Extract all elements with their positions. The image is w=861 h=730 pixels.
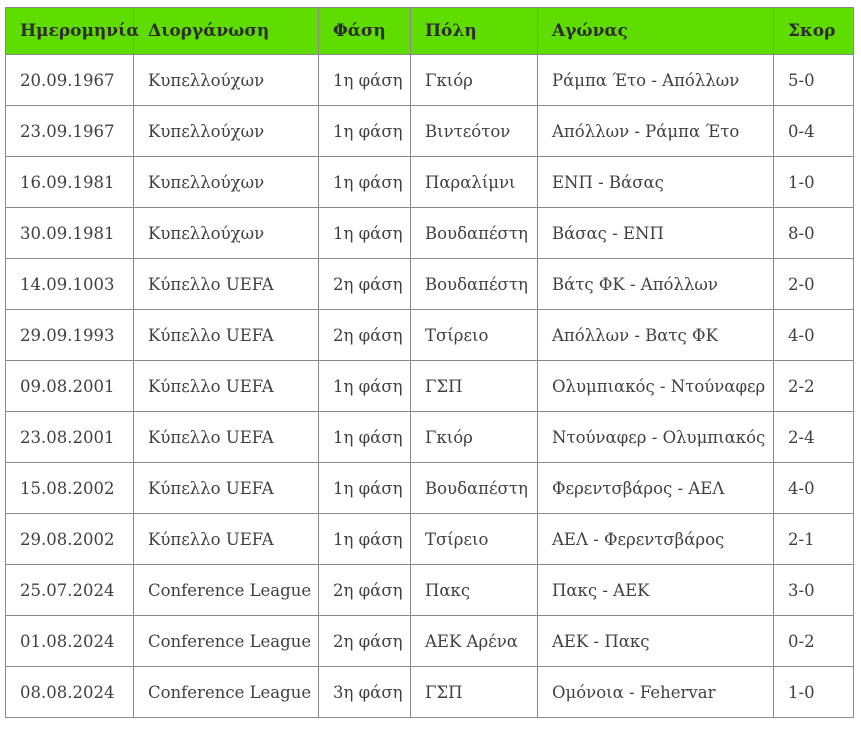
cell-city: Βιντεότον — [411, 106, 538, 157]
cell-phase: 1η φάση — [319, 412, 411, 463]
cell-date: 14.09.1003 — [6, 259, 134, 310]
cell-score: 2-4 — [774, 412, 854, 463]
column-header-match: Αγώνας — [538, 8, 774, 55]
cell-city: Γκιόρ — [411, 55, 538, 106]
cell-competition: Conference League — [134, 565, 319, 616]
column-header-phase: Φάση — [319, 8, 411, 55]
column-header-date: Ημερομηνία — [6, 8, 134, 55]
cell-match: Απόλλων - Ράμπα Έτο — [538, 106, 774, 157]
table-row — [6, 157, 854, 208]
table-header-row — [6, 8, 854, 55]
cell-date: 08.08.2024 — [6, 667, 134, 718]
table-row — [6, 55, 854, 106]
cell-match: ΑΕΚ - Πακς — [538, 616, 774, 667]
cell-phase: 1η φάση — [319, 55, 411, 106]
cell-phase: 2η φάση — [319, 259, 411, 310]
cell-match: Απόλλων - Βατς ΦΚ — [538, 310, 774, 361]
cell-score: 8-0 — [774, 208, 854, 259]
cell-phase: 2η φάση — [319, 565, 411, 616]
cell-phase: 1η φάση — [319, 514, 411, 565]
cell-score: 0-4 — [774, 106, 854, 157]
cell-competition: Κύπελλο UEFA — [134, 310, 319, 361]
cell-date: 01.08.2024 — [6, 616, 134, 667]
cell-date: 30.09.1981 — [6, 208, 134, 259]
cell-match: Ντούναφερ - Ολυμπιακός — [538, 412, 774, 463]
cell-match: Ομόνοια - Fehervar — [538, 667, 774, 718]
cell-score: 1-0 — [774, 667, 854, 718]
cell-match: Βάσας - ΕΝΠ — [538, 208, 774, 259]
table-row — [6, 565, 854, 616]
cell-competition: Κύπελλο UEFA — [134, 412, 319, 463]
cell-score: 2-2 — [774, 361, 854, 412]
cell-date: 09.08.2001 — [6, 361, 134, 412]
column-header-city: Πόλη — [411, 8, 538, 55]
cell-city: ΓΣΠ — [411, 667, 538, 718]
cell-competition: Conference League — [134, 667, 319, 718]
cell-date: 20.09.1967 — [6, 55, 134, 106]
table-row — [6, 616, 854, 667]
cell-score: 4-0 — [774, 463, 854, 514]
cell-competition: Κυπελλούχων — [134, 157, 319, 208]
cell-score: 4-0 — [774, 310, 854, 361]
cell-date: 25.07.2024 — [6, 565, 134, 616]
cell-competition: Κυπελλούχων — [134, 208, 319, 259]
cell-city: Βουδαπέστη — [411, 208, 538, 259]
cell-city: ΓΣΠ — [411, 361, 538, 412]
cell-competition: Κυπελλούχων — [134, 55, 319, 106]
table-row — [6, 259, 854, 310]
cell-date: 29.08.2002 — [6, 514, 134, 565]
cell-score: 3-0 — [774, 565, 854, 616]
cell-phase: 3η φάση — [319, 667, 411, 718]
cell-phase: 2η φάση — [319, 310, 411, 361]
cell-score: 0-2 — [774, 616, 854, 667]
cell-competition: Conference League — [134, 616, 319, 667]
cell-city: Βουδαπέστη — [411, 259, 538, 310]
table-row — [6, 361, 854, 412]
cell-city: ΑΕΚ Αρένα — [411, 616, 538, 667]
cell-phase: 2η φάση — [319, 616, 411, 667]
table-row — [6, 514, 854, 565]
table-row — [6, 310, 854, 361]
cell-city: Γκιόρ — [411, 412, 538, 463]
table-row — [6, 463, 854, 514]
cell-date: 16.09.1981 — [6, 157, 134, 208]
cell-competition: Κύπελλο UEFA — [134, 259, 319, 310]
cell-score: 5-0 — [774, 55, 854, 106]
cell-phase: 1η φάση — [319, 157, 411, 208]
cell-city: Πακς — [411, 565, 538, 616]
cell-competition: Κύπελλο UEFA — [134, 463, 319, 514]
cell-phase: 1η φάση — [319, 463, 411, 514]
cell-city: Τσίρειο — [411, 310, 538, 361]
column-header-score: Σκορ — [774, 8, 854, 55]
cell-match: Φερεντσβάρος - ΑΕΛ — [538, 463, 774, 514]
cell-date: 23.08.2001 — [6, 412, 134, 463]
cell-date: 23.09.1967 — [6, 106, 134, 157]
cell-match: ΕΝΠ - Βάσας — [538, 157, 774, 208]
cell-competition: Κύπελλο UEFA — [134, 361, 319, 412]
cell-competition: Κύπελλο UEFA — [134, 514, 319, 565]
cell-phase: 1η φάση — [319, 208, 411, 259]
cell-score: 1-0 — [774, 157, 854, 208]
cell-date: 29.09.1993 — [6, 310, 134, 361]
table-body — [6, 55, 854, 718]
cell-match: Βάτς ΦΚ - Απόλλων — [538, 259, 774, 310]
matches-table — [5, 7, 854, 718]
cell-match: Ράμπα Έτο - Απόλλων — [538, 55, 774, 106]
cell-city: Βουδαπέστη — [411, 463, 538, 514]
cell-city: Παραλίμνι — [411, 157, 538, 208]
cell-match: Πακς - ΑΕΚ — [538, 565, 774, 616]
table-row — [6, 208, 854, 259]
table-row — [6, 412, 854, 463]
cell-match: ΑΕΛ - Φερεντσβάρος — [538, 514, 774, 565]
cell-score: 2-0 — [774, 259, 854, 310]
cell-phase: 1η φάση — [319, 361, 411, 412]
table-row — [6, 106, 854, 157]
cell-competition: Κυπελλούχων — [134, 106, 319, 157]
cell-score: 2-1 — [774, 514, 854, 565]
cell-match: Ολυμπιακός - Ντούναφερ — [538, 361, 774, 412]
cell-date: 15.08.2002 — [6, 463, 134, 514]
table-row — [6, 667, 854, 718]
column-header-competition: Διοργάνωση — [134, 8, 319, 55]
cell-city: Τσίρειο — [411, 514, 538, 565]
cell-phase: 1η φάση — [319, 106, 411, 157]
